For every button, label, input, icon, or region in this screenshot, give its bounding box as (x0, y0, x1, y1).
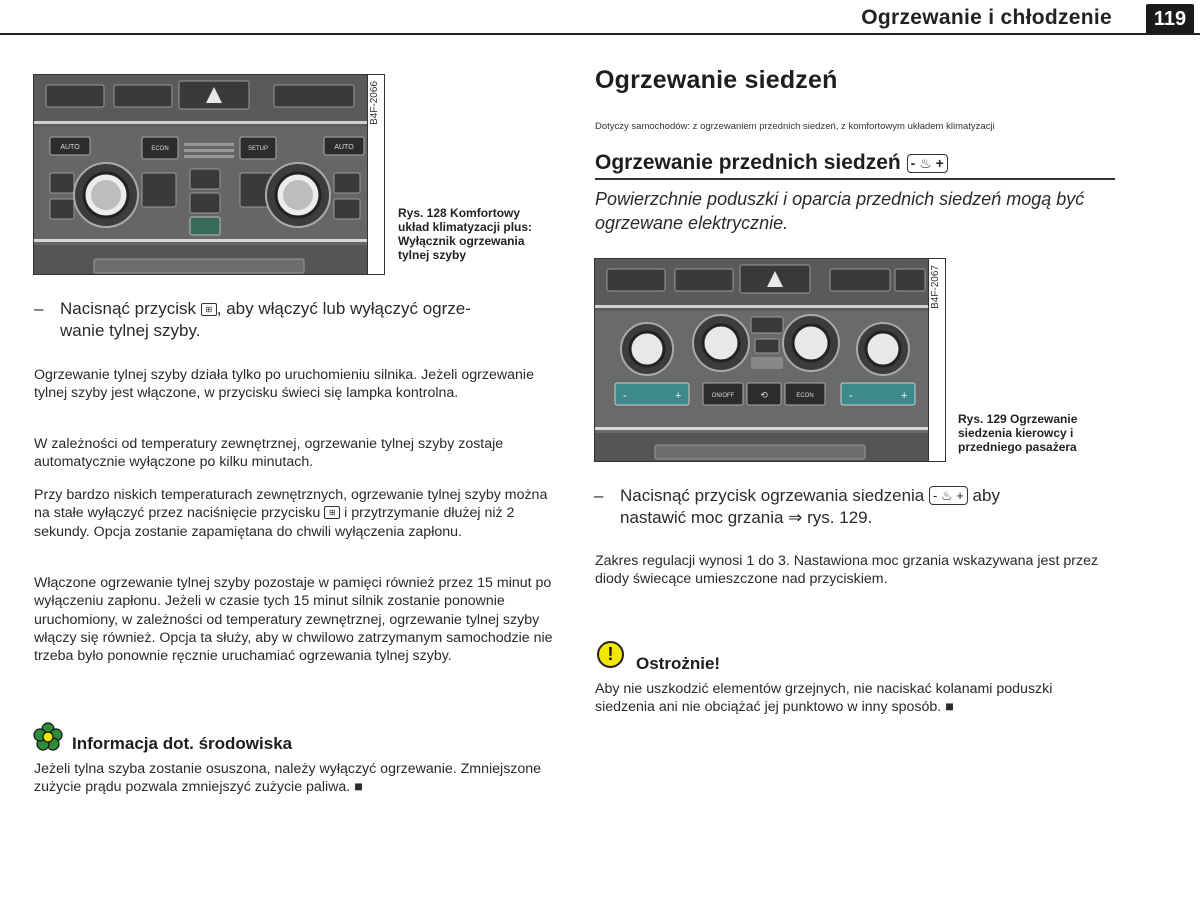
climate-panel-illustration (34, 75, 368, 274)
figure-128-photo (33, 74, 385, 275)
caution-title: Ostrożnie! (636, 654, 721, 673)
exclamation-icon: ! (597, 641, 624, 668)
seat-heating-icon: - ♨ + (929, 486, 968, 505)
seat-heating-panel-illustration (595, 259, 929, 461)
flower-icon (33, 722, 63, 752)
left-paragraph-2: W zależności od temperatury zewnętrznej, ogrzewanie tylnej szyby zostaje automatycznie wyłączone po kilku minutach. (34, 436, 504, 471)
subsection-title: Ogrzewanie przednich siedzeń - ♨ + (595, 151, 948, 175)
figure-129-photo (594, 258, 946, 462)
auto-label-left: AUTO (60, 144, 80, 151)
caution-text: Aby nie uszkodzić elementów grzejnych, nie naciskać kolanami poduszki siedzenia ani nie obciążać jej punktowo w inny sposób. ■ (595, 681, 1053, 716)
page-number: 119 (1146, 4, 1194, 35)
figure-code-strip (928, 259, 945, 461)
figure-128-caption: Rys. 128 Komfortowy układ klimatyzacji plus: Wyłącznik ogrzewania tylnej szyby (398, 206, 533, 262)
onoff-label: ON/OFF (711, 393, 735, 399)
recirculation-label: ⟲ (760, 391, 768, 401)
header-rule (0, 33, 1200, 35)
seat-heat-minus-right: - (849, 390, 853, 402)
seat-heat-minus-left: - (623, 390, 627, 402)
left-paragraph-1: Ogrzewanie tylnej szyby działa tylko po uruchomieniu silnika. Jeżeli ogrzewanie tylnej szyby jest włączone, w przycisku świeci się lampka kontrolna. (34, 367, 534, 402)
rear-defrost-icon: ⊞ (324, 506, 340, 519)
seat-heat-plus-right: + (901, 390, 908, 402)
seat-heating-icon: - ♨ + (907, 154, 948, 173)
subsection-rule (595, 178, 1115, 180)
environment-note-text: Jeżeli tylna szyba zostanie osuszona, należy wyłączyć ogrzewanie. Zmniejszone zużycie prądu pozwala zmniejszyć zużycie paliwa. ■ (34, 761, 542, 796)
environment-note-title: Informacja dot. środowiska (72, 734, 293, 753)
figure-129-code: B4F-2067 (930, 265, 941, 309)
figure-128-code: B4F-2066 (369, 81, 380, 125)
applies-to-note: Dotyczy samochodów: z ogrzewaniem przednich siedzeń, z komfortowym układem klimatyzacji (595, 121, 995, 132)
econ-label: ECON (151, 146, 169, 152)
left-paragraph-4: Włączone ogrzewanie tylnej szyby pozostaje w pamięci również przez 15 minut po wyłączeniu zapłonu. Jeżeli w czasie tych 15 minut silnik zostanie ponownie uruchomiony, w zależności od temperatury zewnętrznej, ogrzewanie tylnej szyby włączy się również. Opcja ta służy, aby w chwilowo zatrzymanym samochodzie nie trzeba było ponownie ręcznie uruchamiać ogrzewania tylnej szyby. (34, 575, 553, 665)
right-instruction: – Nacisnąć przycisk ogrzewania siedzenia - ♨ + aby nastawić moc grzania ⇒ rys. 129. (594, 486, 1000, 527)
left-paragraph-3: Przy bardzo niskich temperaturach zewnętrznych, ogrzewanie tylnej szyby można na stałe wyłączyć przez naciśnięcie przycisku ⊞ i przytrzymanie dłużej niż 2 sekundy. Opcja zostanie zapamiętana do chwili wyłączenia zapłonu. (34, 487, 548, 540)
page-header-title: Ogrzewanie i chłodzenie (861, 6, 1112, 29)
right-paragraph-1: Zakres regulacji wynosi 1 do 3. Nastawiona moc grzania wskazywana jest przez diody świecące umieszczone nad przyciskiem. (595, 553, 1099, 588)
rear-defrost-icon: ⊞ (201, 303, 217, 316)
auto-label-right: AUTO (334, 144, 354, 151)
figure-code-strip (367, 75, 384, 274)
lead-paragraph: Powierzchnie poduszki i oparcia przednich siedzeń mogą być ogrzewane elektrycznie. (595, 189, 1085, 233)
econ-label-2: ECON (796, 393, 814, 399)
left-instruction: – Nacisnąć przycisk ⊞ , aby włączyć lub wyłączyć ogrze- wanie tylnej szyby. (34, 299, 471, 340)
figure-129-caption: Rys. 129 Ogrzewanie siedzenia kierowcy i przedniego pasażera (958, 412, 1078, 454)
seat-heat-plus-left: + (675, 390, 682, 402)
setup-label: SETUP (247, 146, 269, 152)
section-title: Ogrzewanie siedzeń (595, 66, 838, 94)
